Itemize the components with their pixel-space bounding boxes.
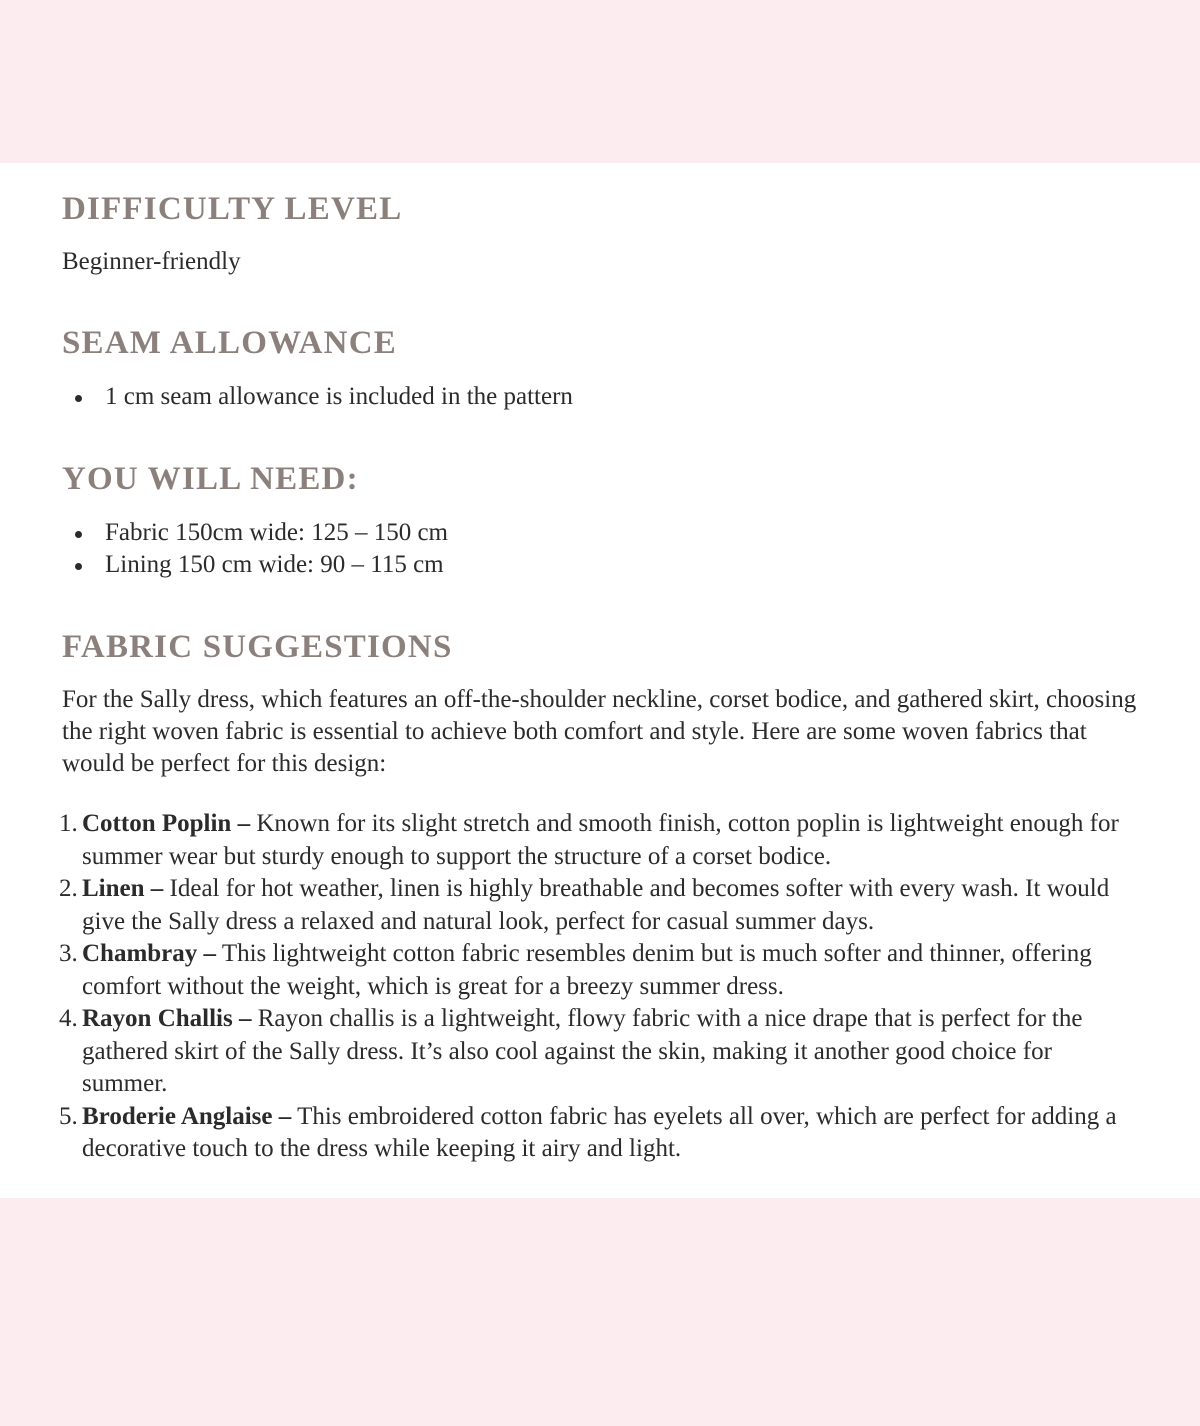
fabric-suggestions-heading: FABRIC SUGGESTIONS [62,629,453,665]
list-item: Lining 150 cm wide: 90 – 115 cm [62,549,448,581]
list-item [59,873,1139,938]
list-item: Fabric 150cm wide: 125 – 150 cm [62,517,448,549]
fabric-description: This lightweight cotton fabric resembles denim but is much softer and thinner, offering comfort without the weight, which is great for a breezy summer dress. [82,940,1092,1000]
list-number: 2. [59,875,78,902]
materials-list [62,517,448,581]
fabric-intro-paragraph: For the Sally dress, which features an off-the-shoulder neckline, corset bodice, and gathered skirt, choosing the right woven fabric is essential to achieve both comfort and style. Here are some woven fabrics that would be perfect for this design: [62,686,1137,777]
you-will-need-heading: YOU WILL NEED: [62,461,359,497]
list-item [59,1101,1139,1166]
bullet-icon [75,531,82,538]
list-item [59,1003,1139,1101]
seam-allowance-heading: SEAM ALLOWANCE [62,325,397,361]
fabric-name: Broderie Anglaise – [82,1102,292,1130]
difficulty-value: Beginner-friendly [62,248,241,275]
fabric-name: Rayon Challis – [82,1005,252,1032]
list-number: 3. [59,940,78,967]
document-page [0,163,1200,1198]
bullet-icon [75,563,82,570]
fabric-description: Rayon challis is a lightweight, flowy fabric with a nice drape that is perfect for the gathered skirt of the Sally dress. It’s also cool against the skin, making it another good choice for summer. [82,1005,1083,1097]
fabric-description: This embroidered cotton fabric has eyelets all over, which are perfect for adding a decorative touch to the dress while keeping it airy and light. [82,1102,1117,1162]
fabric-name: Linen – [82,875,164,902]
list-number: 1. [59,810,78,837]
fabric-name: Cotton Poplin – [82,810,251,837]
list-item: 1 cm seam allowance is included in the pattern [62,381,573,413]
fabric-name: Chambray – [82,940,217,967]
list-item [59,938,1139,1003]
seam-allowance-list [62,381,573,413]
list-number: 4. [59,1005,78,1032]
fabric-description: Known for its slight stretch and smooth finish, cotton poplin is lightweight enough for summer wear but sturdy enough to support the structure of a corset bodice. [82,810,1119,870]
fabric-suggestions-list [59,808,1139,1166]
list-number: 5. [59,1102,78,1130]
difficulty-heading: DIFFICULTY LEVEL [62,191,403,227]
fabric-description: Ideal for hot weather, linen is highly breathable and becomes softer with every wash. It would give the Sally dress a relaxed and natural look, perfect for casual summer days. [82,875,1110,935]
list-item [59,808,1139,873]
bullet-icon [75,395,82,402]
